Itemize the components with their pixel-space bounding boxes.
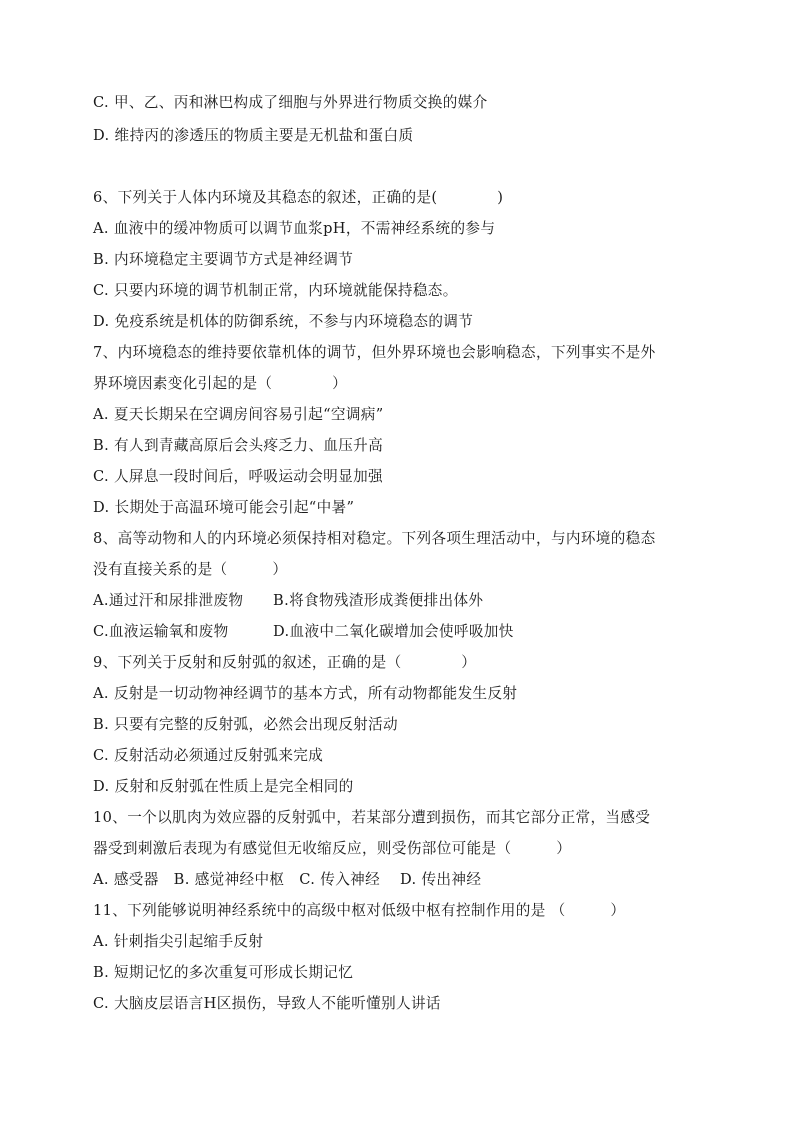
option-d-prev: D. 维持丙的渗透压的物质主要是无机盐和蛋白质 [93, 127, 414, 144]
question-7-line-1: 7、内环境稳态的维持要依靠机体的调节，但外界环境也会影响稳态，下列事实不是外 [93, 344, 656, 361]
question-10-line-1: 10、一个以肌肉为效应器的反射弧中，若某部分遭到损伤，而其它部分正常，当感受 [93, 809, 651, 826]
q8-option-d: D.血液中二氧化碳增加会使呼吸加快 [273, 623, 514, 640]
q6-option-c: C. 只要内环境的调节机制正常，内环境就能保持稳态。 [93, 282, 458, 299]
q8-options-cd [93, 622, 514, 642]
question-9: 9、下列关于反射和反射弧的叙述，正确的是（ ） [93, 654, 477, 671]
question-10-line-2: 器受到刺激后表现为有感觉但无收缩反应，则受伤部位可能是（ ） [93, 840, 572, 857]
question-11: 11、下列能够说明神经系统中的高级中枢对低级中枢有控制作用的是 （ ） [93, 902, 626, 919]
q9-option-a: A. 反射是一切动物神经调节的基本方式，所有动物都能发生反射 [93, 685, 518, 702]
q8-option-c: C.血液运输氧和废物 [93, 623, 229, 640]
q10-options: A. 感受器 B. 感觉神经中枢 C. 传入神经 D. 传出神经 [93, 871, 482, 888]
option-c-prev: C. 甲、乙、丙和淋巴构成了细胞与外界进行物质交换的媒介 [93, 94, 488, 111]
question-8-line-2: 没有直接关系的是（ ） [93, 561, 288, 578]
question-6: 6、下列关于人体内环境及其稳态的叙述，正确的是( ) [93, 189, 504, 206]
q6-option-d: D. 免疫系统是机体的防御系统，不参与内环境稳态的调节 [93, 313, 474, 330]
q9-option-b: B. 只要有完整的反射弧，必然会出现反射活动 [93, 716, 398, 733]
q11-option-c: C. 大脑皮层语言H区损伤，导致人不能听懂别人讲话 [93, 995, 441, 1012]
q6-option-b: B. 内环境稳定主要调节方式是神经调节 [93, 251, 354, 268]
q7-option-d: D. 长期处于高温环境可能会引起“中暑” [93, 499, 355, 516]
q7-option-c: C. 人屏息一段时间后，呼吸运动会明显加强 [93, 468, 383, 485]
q8-option-b: B.将食物残渣形成粪便排出体外 [273, 592, 484, 609]
q9-option-c: C. 反射活动必须通过反射弧来完成 [93, 747, 324, 764]
q9-option-d: D. 反射和反射弧在性质上是完全相同的 [93, 778, 354, 795]
q11-option-a: A. 针刺指尖引起缩手反射 [93, 933, 264, 950]
q11-option-b: B. 短期记忆的多次重复可形成长期记忆 [93, 964, 354, 981]
question-7-line-2: 界环境因素变化引起的是（ ） [93, 375, 348, 392]
q7-option-a: A. 夏天长期呆在空调房间容易引起“空调病” [93, 406, 384, 423]
q7-option-b: B. 有人到青藏高原后会头疼乏力、血压升高 [93, 437, 384, 454]
question-8-line-1: 8、高等动物和人的内环境必须保持相对稳定。下列各项生理活动中，与内环境的稳态 [93, 530, 656, 547]
q8-options-ab [93, 591, 483, 611]
q8-option-a: A.通过汗和尿排泄废物 [93, 592, 244, 609]
q6-option-a: A. 血液中的缓冲物质可以调节血浆pH，不需神经系统的参与 [93, 220, 496, 237]
